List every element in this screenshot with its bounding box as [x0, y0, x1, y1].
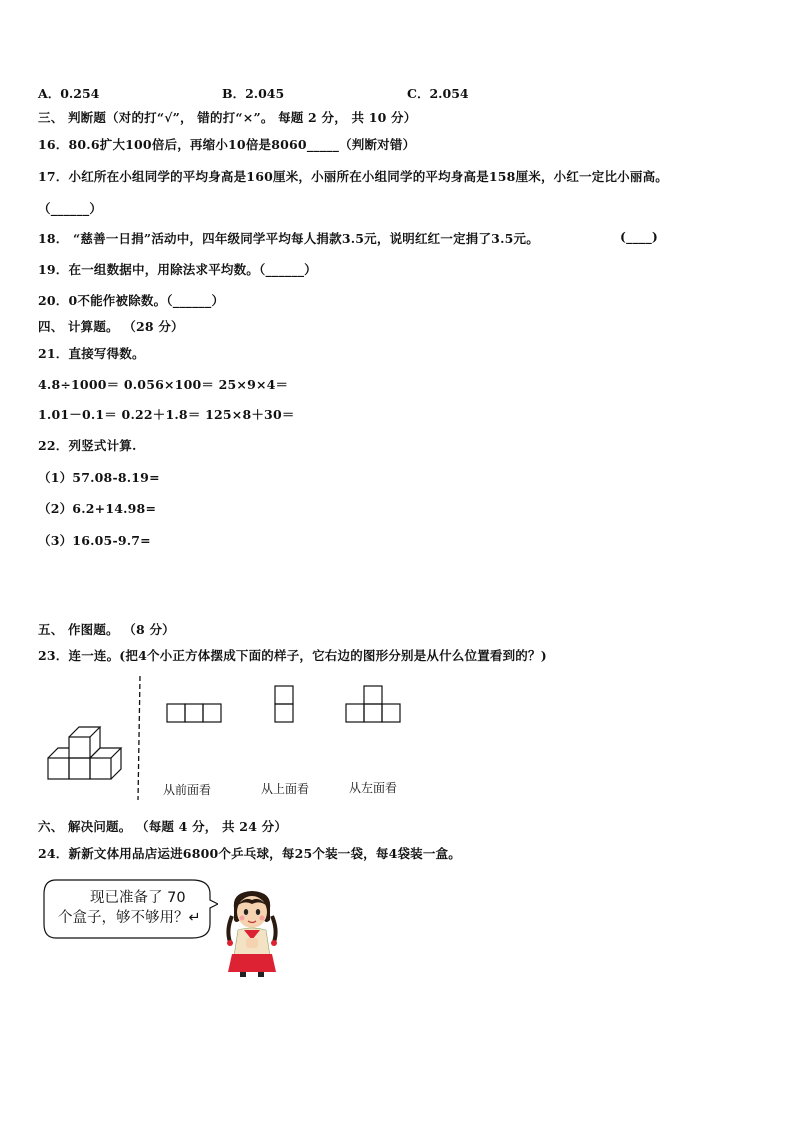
cube-stack-drawing — [48, 727, 121, 779]
option-c: C．2.054 — [407, 86, 469, 101]
question-22-item2: （2）6.2+14.98= — [38, 501, 157, 516]
question-17-blank: （______） — [38, 201, 103, 216]
section4-heading: 四、 计算题。 （28 分） — [38, 319, 184, 334]
question-22-item3: （3）16.05-9.7= — [38, 533, 151, 548]
dashed-divider — [138, 676, 140, 800]
speech-line-2: 个盒子，够不够用？↵ — [58, 910, 201, 926]
question-23: 23．连一连。(把4个小正方体摆成下面的样子，它右边的图形分别是从什么位置看到的？) — [38, 648, 547, 663]
question-21: 21．直接写得数。 — [38, 346, 145, 361]
question-19: 19．在一组数据中，用除法求平均数。（______） — [38, 262, 317, 277]
caption-front: 从前面看 — [163, 783, 212, 797]
view-front-row — [167, 704, 221, 722]
caption-top: 从上面看 — [261, 782, 310, 796]
section3-heading: 三、 判断题（对的打“√”， 错的打“×”。 每题 2 分， 共 10 分） — [38, 110, 417, 125]
view-vertical-pair — [275, 686, 293, 722]
question-16: 16．80.6扩大100倍后，再缩小10倍是8060_____（判断对错） — [38, 137, 416, 152]
section5-heading: 五、 作图题。 （8 分） — [38, 622, 175, 637]
girl-illustration — [220, 886, 284, 978]
view-t-shape — [346, 686, 400, 722]
caption-left: 从左面看 — [349, 781, 398, 795]
question-21-row2: 1.01－0.1＝ 0.22＋1.8＝ 125×8＋30＝ — [38, 407, 295, 422]
question-18-blank: (____) — [620, 229, 659, 244]
option-a: A．0.254 — [38, 86, 100, 101]
question-22: 22．列竖式计算. — [38, 438, 137, 453]
option-b: B．2.045 — [222, 86, 285, 101]
question-17: 17．小红所在小组同学的平均身高是160厘米，小丽所在小组同学的平均身高是158厘米，小红一定比小丽高。 — [38, 169, 668, 184]
question-18: 18． “慈善一日捐”活动中，四年级同学平均每人捐款3.5元，说明红红一定捐了3.5元。 — [38, 231, 539, 246]
speech-line-1: 现已准备了 70 — [90, 890, 186, 906]
speech-bubble-text — [58, 888, 208, 928]
question-20: 20．0不能作被除数。（______） — [38, 293, 225, 308]
question-22-item1: （1）57.08-8.19= — [38, 470, 160, 485]
section6-heading: 六、 解决问题。 （每题 4 分， 共 24 分） — [38, 819, 288, 834]
question-24: 24．新新文体用品店运进6800个乒乓球，每25个装一袋，每4袋装一盒。 — [38, 846, 461, 861]
question-21-row1: 4.8÷1000＝ 0.056×100＝ 25×9×4＝ — [38, 377, 289, 392]
